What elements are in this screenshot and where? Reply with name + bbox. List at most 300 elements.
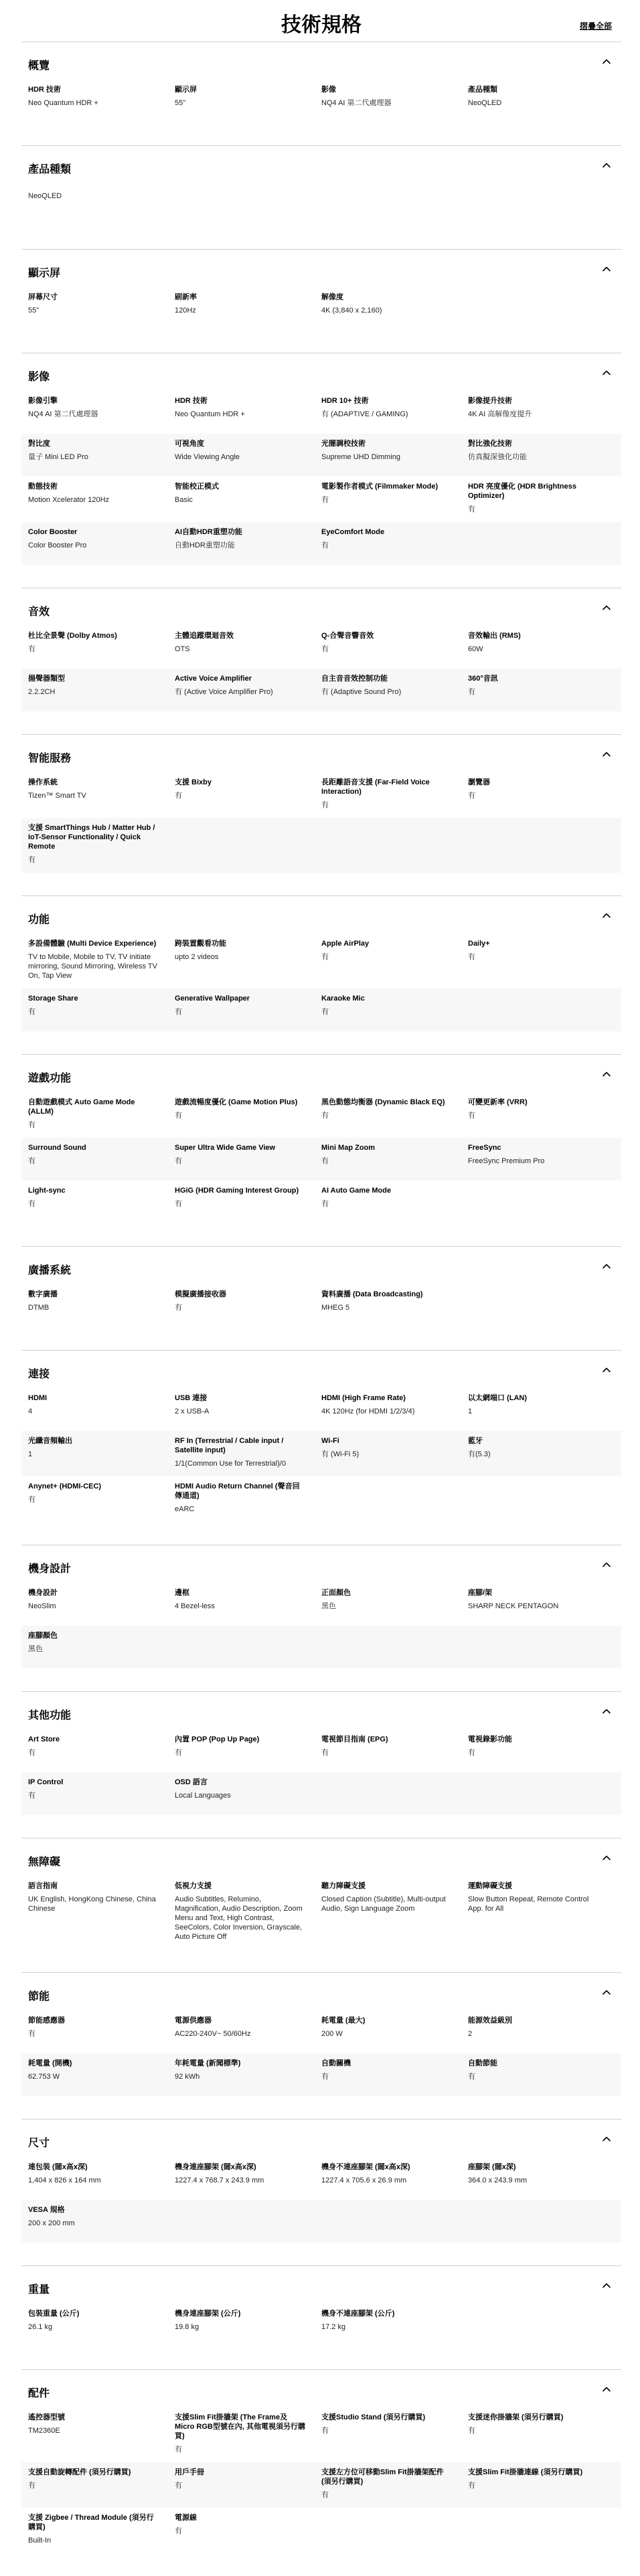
spec-value: 2 x USB-A <box>175 1407 210 1415</box>
spec-value: FreeSync Premium Pro <box>468 1157 545 1165</box>
spec-item <box>321 1735 468 1764</box>
spec-item <box>175 2016 321 2045</box>
chevron-up-icon[interactable] <box>601 1853 612 1863</box>
spec-item <box>28 1778 175 1807</box>
spec-value: 有 <box>321 1008 329 1016</box>
spec-value: 有 <box>175 1112 182 1120</box>
spec-item <box>468 1588 615 1618</box>
spec-row <box>21 2157 621 2200</box>
spec-label: OSD 語言 <box>175 1778 208 1786</box>
spec-item <box>175 1186 321 1215</box>
spec-item <box>468 482 615 514</box>
section-header[interactable] <box>21 896 621 934</box>
spec-row <box>21 2462 621 2508</box>
spec-label: Apple AirPlay <box>321 940 370 948</box>
spec-row <box>21 818 621 873</box>
spec-item <box>321 1436 468 1468</box>
section-body <box>21 772 621 895</box>
spec-value: NeoSlim <box>28 1602 56 1610</box>
spec-label: Art Store <box>28 1735 60 1743</box>
spec-item <box>28 1290 175 1319</box>
section-title: 功能 <box>28 914 50 926</box>
chevron-up-icon[interactable] <box>601 2134 612 2144</box>
spec-label: 解像度 <box>321 293 343 301</box>
spec-value: 有 <box>468 1112 475 1120</box>
spec-label: 機身不連座腳架 (闊x高x深) <box>321 2163 410 2171</box>
spec-item <box>175 994 321 1023</box>
spec-row <box>21 391 621 434</box>
chevron-up-icon[interactable] <box>601 2280 612 2291</box>
chevron-up-icon[interactable] <box>601 264 612 274</box>
spec-item <box>321 2016 468 2045</box>
chevron-up-icon[interactable] <box>601 602 612 613</box>
spec-value: 有 (Active Voice Amplifier Pro) <box>175 688 273 696</box>
spec-value: 有 <box>321 2491 329 2499</box>
spec-label: 產品種類 <box>468 86 497 94</box>
spec-value: 200 W <box>321 2030 343 2038</box>
spec-row <box>21 1181 621 1223</box>
spec-label: 操作系統 <box>28 778 58 786</box>
spec-row <box>21 772 621 818</box>
spec-value: 有 <box>28 1157 35 1165</box>
spec-label: 光闇調校技術 <box>321 440 366 448</box>
spec-label: 影像提升技術 <box>468 397 512 405</box>
spec-label: Wi-Fi <box>321 1437 339 1445</box>
spec-item <box>468 2162 615 2192</box>
spec-label: AI Auto Game Mode <box>321 1187 392 1195</box>
spec-value: 200 x 200 mm <box>28 2219 75 2227</box>
spec-label: HDR 10+ 技術 <box>321 397 369 405</box>
spec-value: Local Languages <box>175 1792 231 1800</box>
spec-row <box>21 477 621 522</box>
spec-row <box>21 1284 621 1327</box>
section-header[interactable] <box>21 42 621 80</box>
section-header[interactable] <box>21 146 621 183</box>
spec-row <box>21 669 621 711</box>
spec-value: 有 <box>175 1749 182 1757</box>
spec-value: 有 <box>28 856 35 864</box>
spec-value: OTS <box>175 645 190 653</box>
spec-item <box>28 631 175 661</box>
spec-item <box>468 674 615 703</box>
spec-value: 有 <box>28 1792 35 1800</box>
spec-row <box>21 1583 621 1626</box>
spec-label: 支援 Bixby <box>175 778 212 786</box>
chevron-up-icon[interactable] <box>601 160 612 171</box>
spec-value: UK English, HongKong Chinese, China Chinese <box>28 1895 156 1913</box>
spec-row <box>21 2010 621 2053</box>
spec-value: 有 <box>321 1200 329 1208</box>
spec-label: HDMI Audio Return Channel (聲音回傳通道) <box>175 1482 300 1500</box>
spec-header <box>21 0 621 41</box>
spec-item <box>28 674 175 703</box>
spec-item <box>28 1436 175 1468</box>
section-title: 其他功能 <box>28 1710 72 1721</box>
section-title: 影像 <box>28 371 50 383</box>
chevron-up-icon[interactable] <box>601 2384 612 2395</box>
spec-label: 電影製作者模式 (Filmmaker Mode) <box>321 483 438 491</box>
spec-item <box>175 674 321 703</box>
spec-item <box>175 2162 321 2192</box>
spec-label: 支援迷你掛牆架 (須另行購買) <box>468 2413 564 2421</box>
spec-value: 量子 Mini LED Pro <box>28 453 88 461</box>
spec-section <box>21 1246 621 1350</box>
spec-value: 有 <box>468 505 475 513</box>
section-header[interactable] <box>21 1351 621 1388</box>
spec-sections <box>21 41 621 2576</box>
spec-value: 有 <box>28 1749 35 1757</box>
spec-value: 有 <box>175 1304 182 1312</box>
spec-item <box>28 2309 175 2338</box>
spec-value: TM2360E <box>28 2427 60 2435</box>
spec-item <box>468 2413 615 2454</box>
chevron-up-icon[interactable] <box>601 1706 612 1717</box>
spec-item <box>175 482 321 514</box>
spec-item <box>175 1482 321 1514</box>
spec-value: DTMB <box>28 1304 50 1312</box>
section-header[interactable] <box>21 2370 621 2407</box>
spec-label: 電源供應器 <box>175 2016 212 2025</box>
spec-value: 有 <box>321 2427 329 2435</box>
spec-label: 機身連座腳架 (公斤) <box>175 2310 241 2318</box>
spec-item <box>321 2309 468 2338</box>
spec-value: 60W <box>468 645 483 653</box>
spec-value: 17.2 kg <box>321 2323 346 2331</box>
chevron-up-icon[interactable] <box>601 56 612 67</box>
spec-label: 顯示屏 <box>175 86 197 94</box>
spec-value: 2.2.2CH <box>28 688 56 696</box>
section-title: 重量 <box>28 2284 50 2296</box>
spec-label: 模擬廣播接收器 <box>175 1290 226 1298</box>
spec-label: 內置 POP (Pop Up Page) <box>175 1735 260 1743</box>
spec-value: 有 <box>321 496 329 504</box>
section-header[interactable] <box>21 1838 621 1876</box>
spec-label: 低視力支援 <box>175 1882 212 1890</box>
spec-label: 年耗電量 (新聞標準) <box>175 2059 241 2067</box>
spec-value: Neo Quantum HDR + <box>28 99 98 107</box>
spec-label: Daily+ <box>468 940 490 948</box>
spec-label: Color Booster <box>28 528 78 536</box>
spec-value: 有 <box>28 2030 35 2038</box>
spec-value: 有 <box>28 2482 35 2490</box>
spec-label: IP Control <box>28 1778 64 1786</box>
spec-item <box>28 939 175 980</box>
spec-item <box>28 1588 175 1618</box>
spec-item <box>468 1735 615 1764</box>
spec-item <box>468 439 615 468</box>
section-header[interactable] <box>21 1247 621 1284</box>
spec-item <box>28 1735 175 1764</box>
spec-item <box>321 2413 468 2454</box>
spec-value: 4K 120Hz (for HDMI 1/2/3/4) <box>321 1407 415 1415</box>
section-body <box>21 80 621 145</box>
spec-label: FreeSync <box>468 1144 501 1152</box>
spec-row <box>21 434 621 477</box>
spec-label: 機身連座腳架 (闊x高x深) <box>175 2163 256 2171</box>
section-body <box>21 1092 621 1246</box>
section-header[interactable] <box>21 1692 621 1729</box>
spec-value: Color Booster Pro <box>28 541 87 549</box>
chevron-up-icon[interactable] <box>601 1987 612 1998</box>
section-header[interactable] <box>21 2120 621 2157</box>
spec-value: 4 Bezel-less <box>175 1602 215 1610</box>
spec-value: 有 <box>468 2482 475 2490</box>
spec-row <box>21 1626 621 1668</box>
spec-label: 自動關機 <box>321 2059 351 2067</box>
section-header[interactable] <box>21 353 621 391</box>
spec-value: 4K (3,840 x 2,160) <box>321 307 382 315</box>
spec-item <box>28 778 175 810</box>
spec-value: 4K AI 高解像度提升 <box>468 410 532 418</box>
spec-section <box>21 1545 621 1691</box>
spec-item <box>468 939 615 980</box>
spec-row <box>21 287 621 330</box>
section-body <box>21 2304 621 2369</box>
spec-label: 自主音音效控制功能 <box>321 675 388 683</box>
spec-item <box>28 994 175 1023</box>
spec-label: 數字廣播 <box>28 1290 58 1298</box>
section-body <box>21 1284 621 1350</box>
spec-label: 對比強化技術 <box>468 440 512 448</box>
spec-value: AC220-240V~ 50/60Hz <box>175 2030 251 2038</box>
spec-item <box>321 85 468 114</box>
chevron-up-icon[interactable] <box>601 367 612 378</box>
spec-section <box>21 1054 621 1246</box>
spec-section <box>21 734 621 895</box>
spec-value: 仿真擬深強化功能 <box>468 453 527 461</box>
spec-value: Tizen™ Smart TV <box>28 792 86 800</box>
spec-value: Closed Caption (Subtitle), Multi-output Audio, Sign Language Zoom <box>321 1895 446 1913</box>
chevron-up-icon[interactable] <box>601 1559 612 1570</box>
spec-value: 有 (ADAPTIVE / GAMING) <box>321 410 408 418</box>
spec-item <box>175 1588 321 1618</box>
spec-item <box>321 1290 468 1319</box>
spec-value: 4 <box>28 1407 33 1415</box>
spec-value: 有 (Wi-Fi 5) <box>321 1450 359 1458</box>
spec-label: Generative Wallpaper <box>175 995 250 1003</box>
spec-section <box>21 1838 621 1972</box>
spec-value: upto 2 videos <box>175 953 219 961</box>
section-header[interactable] <box>21 1545 621 1583</box>
collapse-all-link[interactable]: 摺疊全部 <box>579 21 612 31</box>
spec-value: 有 <box>175 2482 182 2490</box>
spec-item <box>28 1482 175 1514</box>
spec-value: 有 <box>468 2073 475 2081</box>
spec-label: 支援左方位可移動Slim Fit掛牆架配件 (須另行購買) <box>321 2468 444 2486</box>
chevron-up-icon[interactable] <box>601 1261 612 1272</box>
spec-item <box>175 1393 321 1423</box>
spec-label: 杜比全景聲 (Dolby Atmos) <box>28 632 117 640</box>
section-body <box>21 1388 621 1545</box>
section-header[interactable] <box>21 1973 621 2010</box>
spec-value: TV to Mobile, Mobile to TV, TV initiate mirroring, Sound Mirroring, Wireless TV On, Tap View <box>28 953 157 980</box>
section-body <box>21 626 621 734</box>
spec-label: 邊框 <box>175 1589 189 1597</box>
spec-item <box>175 1098 321 1130</box>
spec-row <box>21 626 621 669</box>
spec-item <box>28 1393 175 1423</box>
spec-item <box>175 1881 321 1942</box>
spec-label: 電視錄影功能 <box>468 1735 512 1743</box>
spec-value: NQ4 AI 第二代處理器 <box>321 99 392 107</box>
spec-label: 瀏覽器 <box>468 778 490 786</box>
spec-item <box>468 1098 615 1130</box>
chevron-up-icon[interactable] <box>601 910 612 921</box>
spec-label: 座腳顏色 <box>28 1632 58 1640</box>
spec-item <box>175 778 321 810</box>
chevron-up-icon[interactable] <box>601 1365 612 1375</box>
spec-label: 運動障礙支援 <box>468 1882 512 1890</box>
spec-value: NeoQLED <box>28 192 62 200</box>
spec-label: 支援Studio Stand (須另行購買) <box>321 2413 426 2421</box>
spec-label: 支援 Zigbee / Thread Module (須另行購買) <box>28 2514 154 2531</box>
spec-label: Karaoke Mic <box>321 995 365 1003</box>
spec-item <box>321 2468 468 2500</box>
spec-value: 有 <box>468 792 475 800</box>
spec-value: 有 <box>175 1008 182 1016</box>
spec-value: 有 <box>175 1157 182 1165</box>
spec-item <box>28 2413 175 2454</box>
spec-value: Basic <box>175 496 193 504</box>
spec-label: 屏幕尺寸 <box>28 293 58 301</box>
spec-value: 有(5.3) <box>468 1450 491 1458</box>
chevron-up-icon[interactable] <box>601 749 612 760</box>
spec-item <box>468 1393 615 1423</box>
spec-item <box>28 2205 175 2235</box>
spec-value: Built-In <box>28 2537 52 2545</box>
section-body <box>21 287 621 353</box>
spec-value: 有 <box>28 1496 35 1504</box>
spec-item <box>175 527 321 557</box>
section-title: 尺寸 <box>28 2138 50 2149</box>
spec-section <box>21 895 621 1054</box>
spec-section <box>21 2119 621 2265</box>
spec-value: 1 <box>468 1407 473 1415</box>
spec-row <box>21 1876 621 1950</box>
spec-label: 多設備體驗 (Multi Device Experience) <box>28 940 157 948</box>
spec-label: 音效輸出 (RMS) <box>468 632 521 640</box>
section-body <box>21 1876 621 1972</box>
spec-section <box>21 1972 621 2119</box>
spec-section <box>21 1691 621 1838</box>
spec-item <box>321 2162 468 2192</box>
spec-item <box>28 1143 175 1173</box>
spec-item <box>321 439 468 468</box>
spec-item <box>28 439 175 468</box>
section-header[interactable] <box>21 588 621 626</box>
section-title: 機身設計 <box>28 1563 72 1575</box>
spec-value: 有 <box>321 1112 329 1120</box>
spec-label: 電源線 <box>175 2514 197 2522</box>
spec-row <box>21 183 621 226</box>
spec-value: 55" <box>28 307 39 315</box>
spec-item <box>321 527 468 557</box>
spec-label: 支援Slim Fit掛牆連線 (須另行購買) <box>468 2468 583 2476</box>
spec-label: 跨裝置觀看功能 <box>175 940 226 948</box>
spec-item <box>175 2468 321 2500</box>
spec-value: 1227.4 x 705.6 x 26.9 mm <box>321 2176 407 2184</box>
spec-item <box>175 2309 321 2338</box>
section-title: 配件 <box>28 2388 50 2399</box>
spec-value: 有 <box>321 953 329 961</box>
spec-label: 包裝重量 (公斤) <box>28 2310 80 2318</box>
spec-value: 有 <box>321 541 329 549</box>
spec-label: HDR 技術 <box>28 86 61 94</box>
section-header[interactable] <box>21 1055 621 1092</box>
spec-label: HGiG (HDR Gaming Interest Group) <box>175 1187 299 1195</box>
section-header[interactable] <box>21 2266 621 2304</box>
spec-item <box>321 994 468 1023</box>
spec-item <box>468 1143 615 1173</box>
spec-item <box>28 1186 175 1215</box>
spec-value: 有 <box>468 953 475 961</box>
spec-item <box>28 2016 175 2045</box>
section-header[interactable] <box>21 735 621 772</box>
section-header[interactable] <box>21 250 621 287</box>
spec-label: 360°音訊 <box>468 675 498 683</box>
spec-label: 智能校正模式 <box>175 483 219 491</box>
spec-label: Q-合聲音響音效 <box>321 632 374 640</box>
spec-label: Surround Sound <box>28 1144 86 1152</box>
spec-value: eARC <box>175 1505 195 1513</box>
spec-item <box>468 85 615 114</box>
section-title: 連接 <box>28 1369 50 1380</box>
spec-section <box>21 145 621 249</box>
spec-value: Slow Button Repeat, Remote Control App. for All <box>468 1895 589 1913</box>
spec-row <box>21 1388 621 1431</box>
section-body <box>21 183 621 249</box>
spec-section <box>21 353 621 588</box>
spec-value: 有 <box>175 2445 182 2454</box>
spec-item <box>321 631 468 661</box>
spec-value: 有 <box>28 1121 35 1129</box>
spec-item <box>321 778 468 810</box>
spec-value: 有 <box>321 801 329 809</box>
spec-label: Super Ultra Wide Game View <box>175 1144 276 1152</box>
spec-value: 1 <box>28 1450 33 1458</box>
spec-label: Active Voice Amplifier <box>175 675 252 683</box>
section-title: 智能服務 <box>28 753 72 764</box>
spec-row <box>21 1092 621 1138</box>
spec-item <box>175 1778 321 1807</box>
spec-value: 有 <box>468 1749 475 1757</box>
spec-value: 92 kWh <box>175 2073 200 2081</box>
spec-item <box>28 292 175 322</box>
spec-label: 用戶手冊 <box>175 2468 204 2476</box>
spec-label: RF In (Terrestrial / Cable input / Satellite input) <box>175 1437 284 1454</box>
spec-item <box>28 527 175 557</box>
spec-label: 能源效益級別 <box>468 2016 512 2025</box>
spec-label: 影像 <box>321 86 336 94</box>
spec-item <box>175 439 321 468</box>
spec-item <box>28 189 175 218</box>
spec-label: 支援Slim Fit掛牆架 (The Frame及Micro RGB型號在內, 其他電視須另行購買) <box>175 2413 305 2440</box>
spec-item <box>28 2468 175 2500</box>
spec-item <box>28 2513 175 2545</box>
chevron-up-icon[interactable] <box>601 1069 612 1080</box>
spec-row <box>21 2200 621 2243</box>
spec-value: 有 (Adaptive Sound Pro) <box>321 688 402 696</box>
spec-section <box>21 588 621 734</box>
spec-label: 機身設計 <box>28 1589 58 1597</box>
spec-item <box>468 631 615 661</box>
spec-row <box>21 2508 621 2553</box>
spec-item <box>321 292 468 322</box>
spec-row <box>21 934 621 989</box>
spec-section <box>21 249 621 353</box>
spec-label: 自動遊戲模式 Auto Game Mode (ALLM) <box>28 1098 135 1116</box>
section-body <box>21 391 621 588</box>
